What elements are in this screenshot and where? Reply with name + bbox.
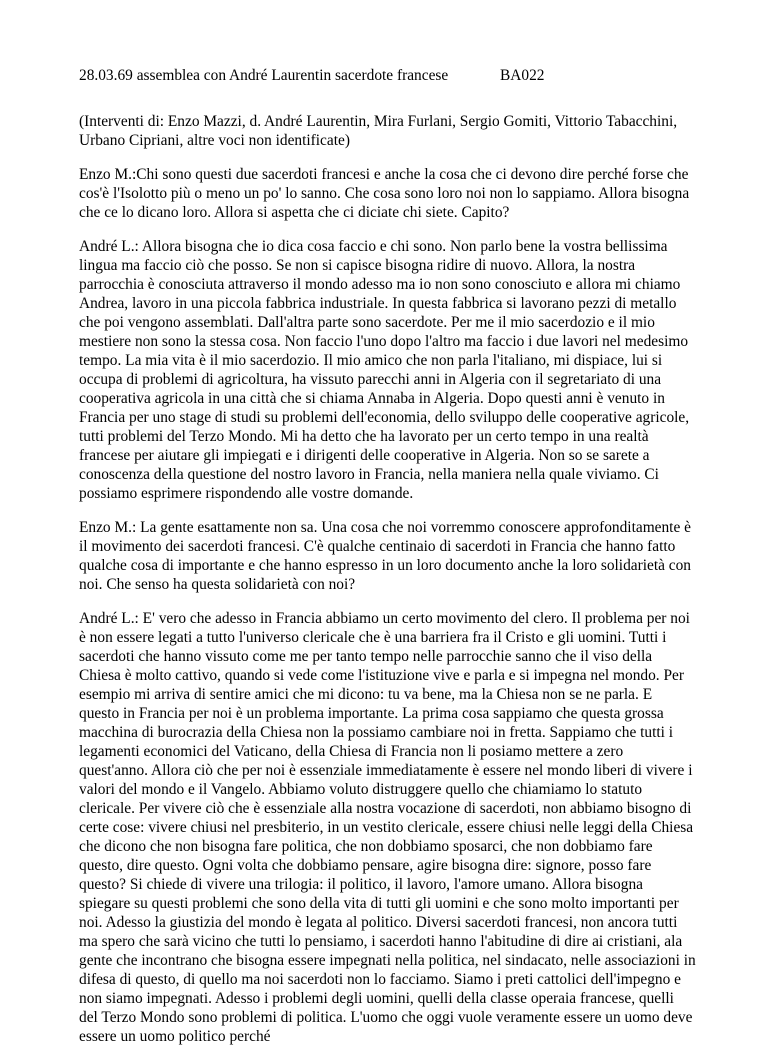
document-body — [79, 112, 696, 1061]
document-title: 28.03.69 assemblea con André Laurentin sacerdote francese — [79, 67, 449, 84]
document-code: BA022 — [500, 67, 545, 84]
participants-paragraph: (Interventi di: Enzo Mazzi, d. André Laurentin, Mira Furlani, Sergio Gomiti, Vittorio Tabacchini, Urbano Cipriani, altre voci non identificate) — [79, 113, 678, 149]
transcript-paragraph: André L.: E' vero che adesso in Francia abbiamo un certo movimento del clero. Il problema per noi è non essere legati a tutto l'universo clericale che è una barriera fra il Cristo e gli uomini. Tutti i sacerdoti che hanno vissuto come me per tanto tempo nelle parrocchie sanno che il viso della Chiesa è molto cattivo, quando si vede come l'istituzione vive e parla e si impegna nel mondo. Per esempio mi arriva di sentire amici che mi dicono: tu va bene, ma la Chiesa non se ne parla. E questo in Francia per noi è un problema importante. La prima cosa sappiamo che questa grossa macchina di burocrazia della Chiesa non la possiamo cambiare noi in fretta. Sappiamo che tutti i legamenti economici del Vaticano, della Chiesa di Francia non li posiamo mettere a zero quest'anno. Allora ciò che per noi è essenziale immediatamente è essere nel mondo liberi di vivere i valori del mondo e il Vangelo. Abbiamo voluto distruggere quello che chiamiamo lo statuto clericale. Per vivere ciò che è essenziale alla nostra vocazione di sacerdoti, non abbiamo bisogno di certe cose: vivere chiusi nel presbiterio, in un vestito clericale, essere chiusi nelle leggi della Chiesa che dicono che non bisogna fare politica, che non dobbiamo sposarci, che non dobbiamo fare questo, dire questo. Ogni volta che dobbiamo pensare, agire bisogna dire: signore, posso fare questo? Si chiede di vivere una trilogia: il politico, il lavoro, l'amore umano. Allora bisogna spiegare su questi problemi che sono della vita di tutti gli uomini e che sono molto importanti per noi. Adesso la giustizia del mondo è legata al politico. Diversi sacerdoti francesi, non ancora tutti ma spero che sarà vicino che tutti lo pensiamo, i sacerdoti hanno l'abitudine di dire ai cristiani, ala gente che incontrano che bisogna essere impegnati nella politica, nel sindacato, nelle associazioni in difesa di questo, di quello ma noi sacerdoti non lo facciamo. Siamo i preti cattolici dell'impegno e non siamo impegnati. Adesso i problemi degli uomini, quelli della classe operaia francese, quelli del Terzo Mondo sono problemi di politica. L'uomo che oggi vuole veramente essere un uomo deve essere un uomo politico perché — [79, 610, 696, 1045]
transcript-paragraph: André L.: Allora bisogna che io dica cosa faccio e chi sono. Non parlo bene la vostra bellissima lingua ma faccio ciò che posso. Se non si capisce bisogna ridire di nuovo. Allora, la nostra parrocchia è conosciuta attraverso il mondo adesso ma io non sono conosciuto e allora mi chiamo Andrea, lavoro in una piccola fabbrica industriale. In questa fabbrica si lavorano pezzi di metallo che poi vengono assemblati. Dall'altra parte sono sacerdote. Per me il mio sacerdozio e il mio mestiere non sono la stessa cosa. Non faccio l'uno dopo l'altro ma faccio i due lavori nel medesimo tempo. La mia vita è il mio sacerdozio. Il mio amico che non parla l'italiano, mi dispiace, lui si occupa di problemi di agricoltura, ha vissuto parecchi anni in Algeria con il segretariato di una cooperativa agricola in una città che si chiama Annaba in Algeria. Dopo questi anni è venuto in Francia per uno stage di studi su problemi dell'economia, dello sviluppo delle cooperative agricole, tutti problemi del Terzo Mondo. Mi ha detto che ha lavorato per un certo tempo in una realtà francese per aiutare gli impiegati e i dirigenti delle cooperative in Algeria. Non so se sarete a conoscenza della questione del nostro lavoro in Francia, nella maniera nella quale viviamo. Ci possiamo esprimere rispondendo alle vostre domande. — [79, 238, 690, 502]
transcript-paragraph: Enzo M.:Chi sono questi due sacerdoti francesi e anche la cosa che ci devono dire perché forse che cos'è l'Isolotto più o meno un po' lo sanno. Che cosa sono loro noi non lo sappiamo. Allora bisogna che ce lo dicano loro. Allora si aspetta che ci diciate chi siete. Capito? — [79, 166, 690, 221]
transcript-paragraph: Enzo M.: La gente esattamente non sa. Una cosa che noi vorremmo conoscere approfonditamente è il movimento dei sacerdoti francesi. C'è qualche centinaio di sacerdoti in Francia che hanno fatto qualche cosa di importante e che hanno espresso in un loro documento anche la loro solidarietà con noi. Che senso ha questa solidarietà con noi? — [79, 519, 692, 593]
document-header — [79, 66, 699, 85]
